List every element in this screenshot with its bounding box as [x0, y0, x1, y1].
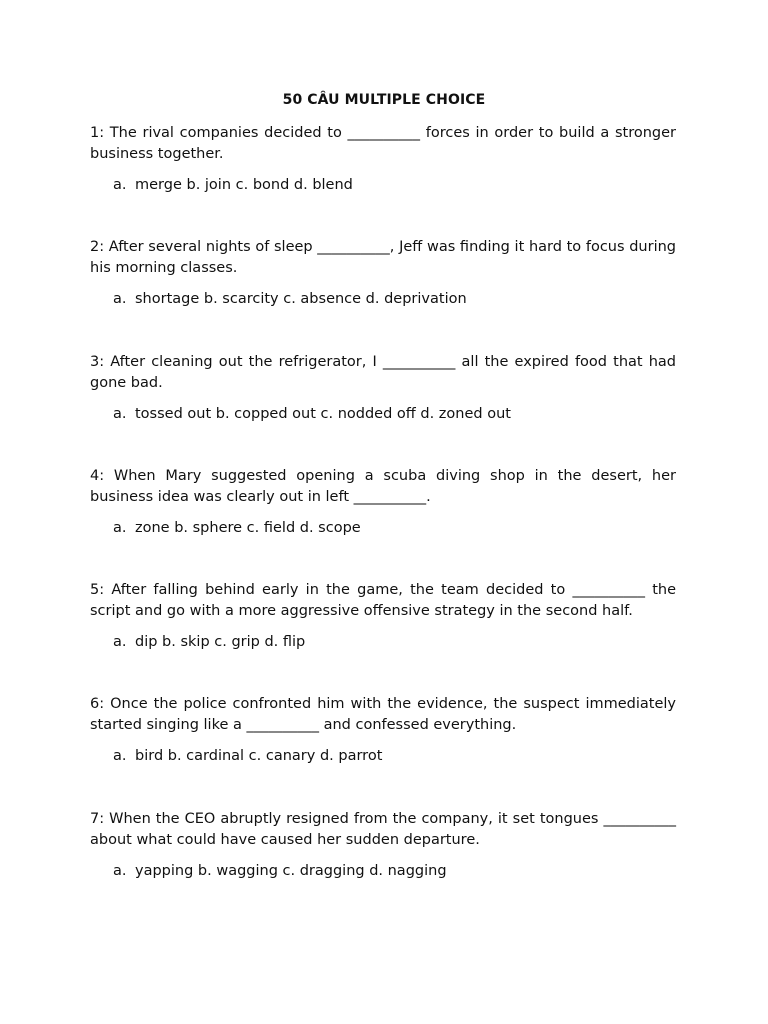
question-stem: 1: The rival companies decided to __________ forces in order to build a stronger business together.	[90, 125, 676, 162]
answer-options	[90, 861, 676, 882]
answer-options	[90, 404, 676, 425]
question-stem: 4: When Mary suggested opening a scuba diving shop in the desert, her business idea was clearly out in left __________.	[90, 468, 676, 505]
option-text: merge b. join c. bond d. blend	[135, 177, 353, 193]
option-text: zone b. sphere c. field d. scope	[135, 520, 361, 536]
option-marker: a.	[113, 406, 127, 422]
option-text: bird b. cardinal c. canary d. parrot	[135, 748, 383, 764]
question-stem: 6: Once the police confronted him with the evidence, the suspect immediately started singing like a __________ and confessed everything.	[90, 696, 676, 733]
question-2	[90, 237, 676, 310]
document-title: 50 CÂU MULTIPLE CHOICE	[282, 92, 486, 108]
question-5	[90, 580, 676, 653]
option-marker: a.	[113, 177, 127, 193]
question-6	[90, 694, 676, 767]
option-marker: a.	[113, 748, 127, 764]
option-text: dip b. skip c. grip d. flip	[135, 634, 306, 650]
question-stem: 2: After several nights of sleep __________, Jeff was finding it hard to focus during his morning classes.	[90, 239, 676, 276]
option-text: yapping b. wagging c. dragging d. nagging	[135, 863, 447, 879]
option-text: tossed out b. copped out c. nodded off d. zoned out	[135, 406, 511, 422]
question-stem: 3: After cleaning out the refrigerator, I __________ all the expired food that had gone bad.	[90, 354, 676, 391]
answer-options	[90, 632, 676, 653]
option-text: shortage b. scarcity c. absence d. deprivation	[135, 291, 467, 307]
question-4	[90, 466, 676, 539]
option-marker: a.	[113, 863, 127, 879]
question-3	[90, 352, 676, 425]
question-7	[90, 809, 676, 882]
question-stem: 7: When the CEO abruptly resigned from the company, it set tongues __________ about what could have caused her sudden departure.	[90, 811, 676, 848]
answer-options	[90, 518, 676, 539]
option-marker: a.	[113, 634, 127, 650]
answer-options	[90, 289, 676, 310]
question-1	[90, 123, 676, 196]
answer-options	[90, 175, 676, 196]
option-marker: a.	[113, 291, 127, 307]
option-marker: a.	[113, 520, 127, 536]
question-stem: 5: After falling behind early in the game, the team decided to __________ the script and go with a more aggressive offensive strategy in the second half.	[90, 582, 676, 619]
answer-options	[90, 746, 676, 767]
